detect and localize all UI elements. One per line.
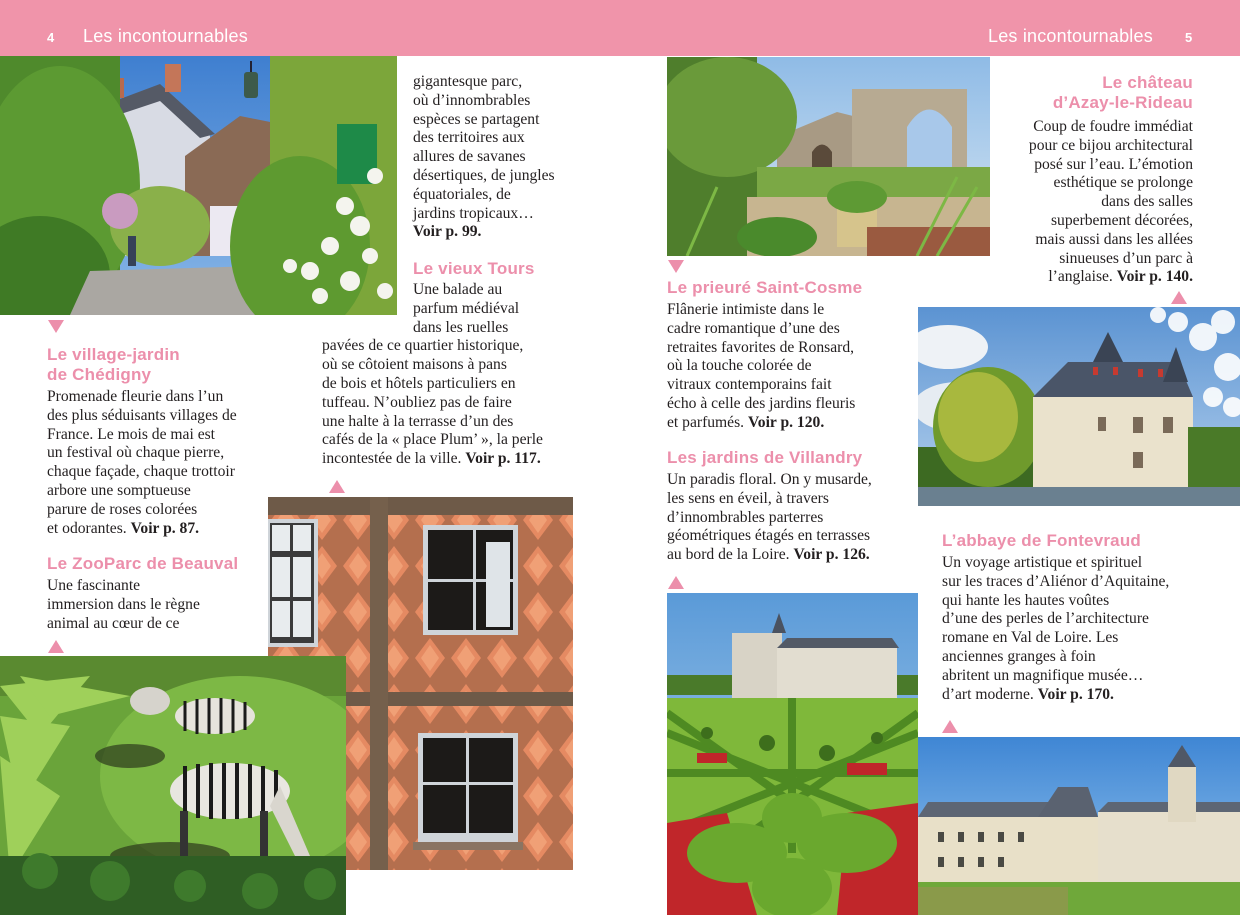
text-line: sur les traces d’Aliénor d’Aquitaine,	[942, 572, 1170, 590]
text-line: écho à celle des jardins fleuris	[667, 394, 856, 412]
text-line: Coup de foudre immédiat	[1033, 118, 1193, 135]
text-jardins-villandry	[667, 471, 872, 565]
text-line: où la touche colorée de	[667, 357, 812, 375]
text-line: jardins tropicaux…	[413, 204, 534, 222]
text-abbaye-fontevraud	[942, 554, 1169, 704]
text-line: chaque façade, chaque trottoir	[47, 463, 235, 481]
page-reference-azay: Voir p. 140.	[1116, 268, 1193, 286]
text-line: romane en Val de Loire. Les	[942, 629, 1119, 647]
heading-line: Le village-jardin	[47, 345, 180, 364]
text-line: des plus séduisants villages de	[47, 406, 237, 424]
text-line: France. Le mois de mai est	[47, 425, 216, 443]
text-line: des territoires aux	[413, 129, 525, 147]
text-line: arbore une somptueuse	[47, 481, 191, 499]
text-line: où se côtoient maisons à pans	[322, 356, 507, 374]
text-line: où d’innombrables	[413, 91, 531, 109]
text-line: anciennes granges à foin	[942, 647, 1096, 665]
photo-abbaye-fontevraud	[918, 737, 1240, 915]
text-line: superbement décorées,	[1050, 211, 1193, 229]
text-line: Un voyage artistique et spirituel	[942, 554, 1143, 571]
text-line: géométriques étagés en terrasses	[667, 527, 871, 545]
section-title-left: Les incontournables	[83, 26, 248, 46]
triangle-up-marker	[942, 720, 958, 733]
text-line: dans des salles	[1101, 193, 1193, 211]
text-line: pour ce bijou architectural	[1028, 136, 1193, 154]
page-reference-saint-cosme: Voir p. 120.	[747, 413, 825, 431]
text-line: mais aussi dans les allées	[1035, 230, 1193, 248]
page-reference-chedigny: Voir p. 87.	[130, 519, 200, 537]
heading-line: de Chédigny	[47, 365, 152, 384]
text-line: immersion dans le règne	[47, 595, 200, 613]
text-line: un festival où chaque pierre,	[47, 444, 225, 462]
text-line: Une fascinante	[47, 577, 141, 594]
text-line: une halte à la terrasse d’un des	[322, 412, 514, 430]
heading-jardins-villandry: Les jardins de Villandry	[667, 448, 863, 467]
text-line: qui hante les hautes voûtes	[942, 591, 1110, 609]
text-line: esthétique se prolonge	[1053, 174, 1193, 192]
text-line: dans les ruelles	[413, 318, 509, 336]
text-line: cadre romantique d’une des	[667, 319, 840, 337]
page-reference-fontevraud: Voir p. 170.	[1037, 685, 1114, 703]
heading-zooparc: Le ZooParc de Beauval	[47, 554, 239, 573]
text-line: équatoriales, de	[413, 185, 511, 203]
text-line: Flânerie intimiste dans le	[667, 301, 825, 318]
photo-chateau-azay	[918, 307, 1240, 506]
text-line: gigantesque parc,	[413, 73, 523, 90]
text-line: l’anglaise.	[1048, 268, 1117, 286]
page-reference-villandry: Voir p. 126.	[793, 546, 870, 564]
page-header-right	[620, 0, 1240, 56]
text-zooparc-start	[47, 577, 200, 633]
text-line: désertiques, de jungles	[413, 166, 555, 184]
text-line: retraites favorites de Ronsard,	[667, 338, 855, 356]
page-header-left	[0, 0, 620, 56]
photo-jardins-villandry	[667, 593, 918, 915]
text-line: d’innombrables parterres	[667, 508, 824, 526]
text-chedigny	[47, 388, 237, 538]
text-line: parure de roses colorées	[47, 500, 198, 518]
text-line: vitraux contemporains fait	[667, 376, 832, 394]
triangle-down-marker	[48, 320, 64, 333]
text-line: espèces se partagent	[413, 110, 540, 128]
text-line: d’une des perles de l’architecture	[942, 610, 1149, 628]
text-line: abritent un magnifique musée…	[942, 666, 1144, 684]
text-line: allures de savanes	[413, 148, 526, 166]
text-line: posé sur l’eau. L’émotion	[1034, 155, 1193, 173]
text-line: les sens en éveil, à travers	[667, 489, 829, 507]
triangle-down-marker	[668, 260, 684, 273]
photo-chedigny	[0, 56, 397, 315]
text-line: tuffeau. N’oubliez pas de faire	[322, 393, 512, 411]
text-line: parfum médiéval	[413, 299, 520, 317]
text-line: Une balade au	[413, 281, 503, 298]
heading-abbaye-fontevraud: L’abbaye de Fontevraud	[942, 531, 1142, 550]
text-chateau-azay	[990, 118, 1193, 287]
triangle-up-marker	[1171, 291, 1187, 304]
text-prieure-saint-cosme	[667, 301, 855, 433]
photo-zooparc-zebras	[0, 656, 346, 915]
triangle-up-marker	[48, 640, 64, 653]
text-vieux-tours	[322, 281, 543, 469]
text-line: animal au cœur de ce	[47, 614, 180, 632]
triangle-up-marker	[329, 480, 345, 493]
text-zooparc-continued	[413, 73, 555, 242]
heading-chateau-azay	[990, 73, 1193, 113]
photo-prieure-saint-cosme	[667, 57, 990, 256]
heading-chedigny	[47, 345, 180, 385]
text-line: et parfumés.	[667, 413, 748, 431]
section-title-right: Les incontournables	[988, 26, 1153, 46]
heading-line: d’Azay-le-Rideau	[1052, 93, 1193, 112]
text-line: d’art moderne.	[942, 685, 1038, 703]
heading-prieure-saint-cosme: Le prieuré Saint-Cosme	[667, 278, 863, 297]
text-line: Un paradis floral. On y musarde,	[667, 471, 872, 488]
page-number-left: 4	[47, 30, 55, 45]
text-line: au bord de la Loire.	[667, 546, 794, 564]
text-line: de bois et hôtels particuliers en	[322, 374, 516, 392]
text-line: sinueuses d’un parc à	[1059, 249, 1193, 267]
page-reference-zooparc: Voir p. 99.	[413, 223, 482, 241]
triangle-up-marker	[668, 576, 684, 589]
heading-vieux-tours: Le vieux Tours	[413, 259, 535, 278]
text-line: incontestée de la ville.	[322, 450, 466, 468]
page-reference-tours: Voir p. 117.	[465, 450, 541, 468]
text-line: cafés de la « place Plum’ », la perle	[322, 431, 543, 449]
text-line: et odorantes.	[47, 519, 131, 537]
text-line: pavées de ce quartier historique,	[322, 337, 524, 355]
page-number-right: 5	[1185, 30, 1193, 45]
text-line: Promenade fleurie dans l’un	[47, 388, 224, 405]
heading-line: Le château	[1102, 73, 1193, 92]
